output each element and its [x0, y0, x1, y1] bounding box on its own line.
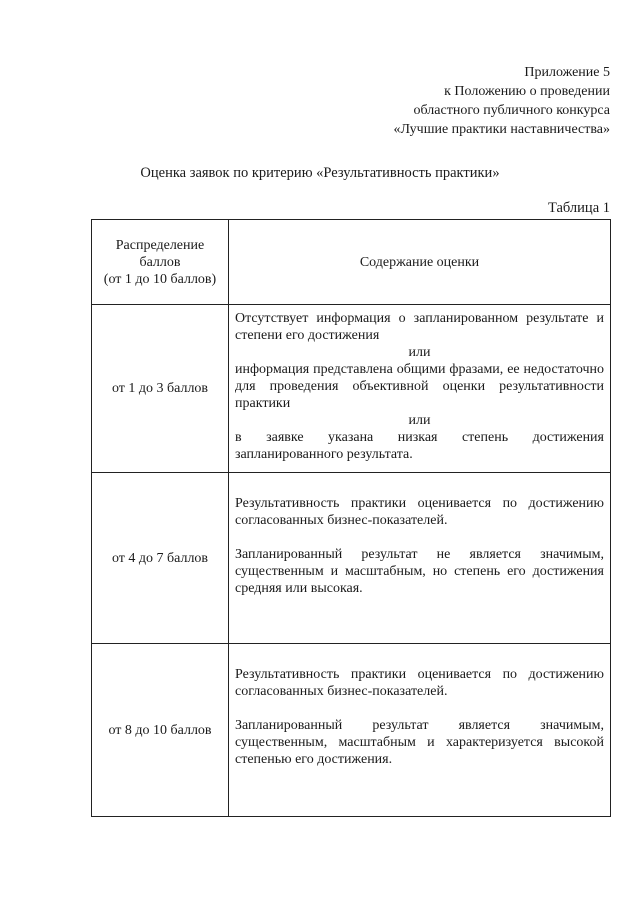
appendix-line: «Лучшие практики наставничества»	[393, 122, 610, 137]
header-line: Распределение	[115, 237, 205, 253]
criterion-text: Запланированный результат является значимым, существенным, масштабным и характеризуется высокой степенью его достижения.	[235, 718, 604, 767]
criterion-text: Отсутствует информация о запланированном результате и степени его достижения	[235, 311, 604, 343]
score-range: от 4 до 7 баллов	[92, 473, 229, 644]
or-separator: или	[408, 413, 431, 428]
assessment-content	[229, 305, 611, 473]
or-separator: или	[408, 345, 431, 360]
criterion-text: Результативность практики оценивается по достижению согласованных бизнес-показателей.	[235, 496, 604, 528]
criterion-text: в заявке указана низкая степень достижения запланированного результата.	[235, 430, 604, 462]
table-header-row	[92, 220, 611, 305]
appendix-line: к Положению о проведении	[444, 84, 610, 99]
criterion-text: Результативность практики оценивается по достижению согласованных бизнес-показателей.	[235, 667, 604, 699]
appendix-line: Приложение 5	[524, 65, 610, 80]
document-title: Оценка заявок по критерию «Результативность практики»	[140, 165, 500, 181]
table-row	[92, 644, 611, 817]
table-caption: Таблица 1	[547, 200, 610, 216]
score-range: от 1 до 3 баллов	[92, 305, 229, 473]
score-range: от 8 до 10 баллов	[92, 644, 229, 817]
table-row	[92, 305, 611, 473]
table-row	[92, 473, 611, 644]
header-line: баллов	[139, 254, 181, 270]
appendix-header	[394, 63, 611, 139]
assessment-content	[229, 644, 611, 817]
header-line: (от 1 до 10 баллов)	[103, 271, 217, 287]
scoring-table	[91, 219, 611, 817]
header-score-distribution	[92, 220, 229, 305]
criterion-text: информация представлена общими фразами, ее недостаточно для проведения объективной оценки результативности практики	[235, 362, 604, 411]
assessment-content	[229, 473, 611, 644]
appendix-line: областного публичного конкурса	[413, 103, 610, 118]
criterion-text: Запланированный результат не является значимым, существенным и масштабным, но степень его достижения средняя или высокая.	[235, 547, 604, 596]
header-assessment-content: Содержание оценки	[229, 220, 611, 305]
